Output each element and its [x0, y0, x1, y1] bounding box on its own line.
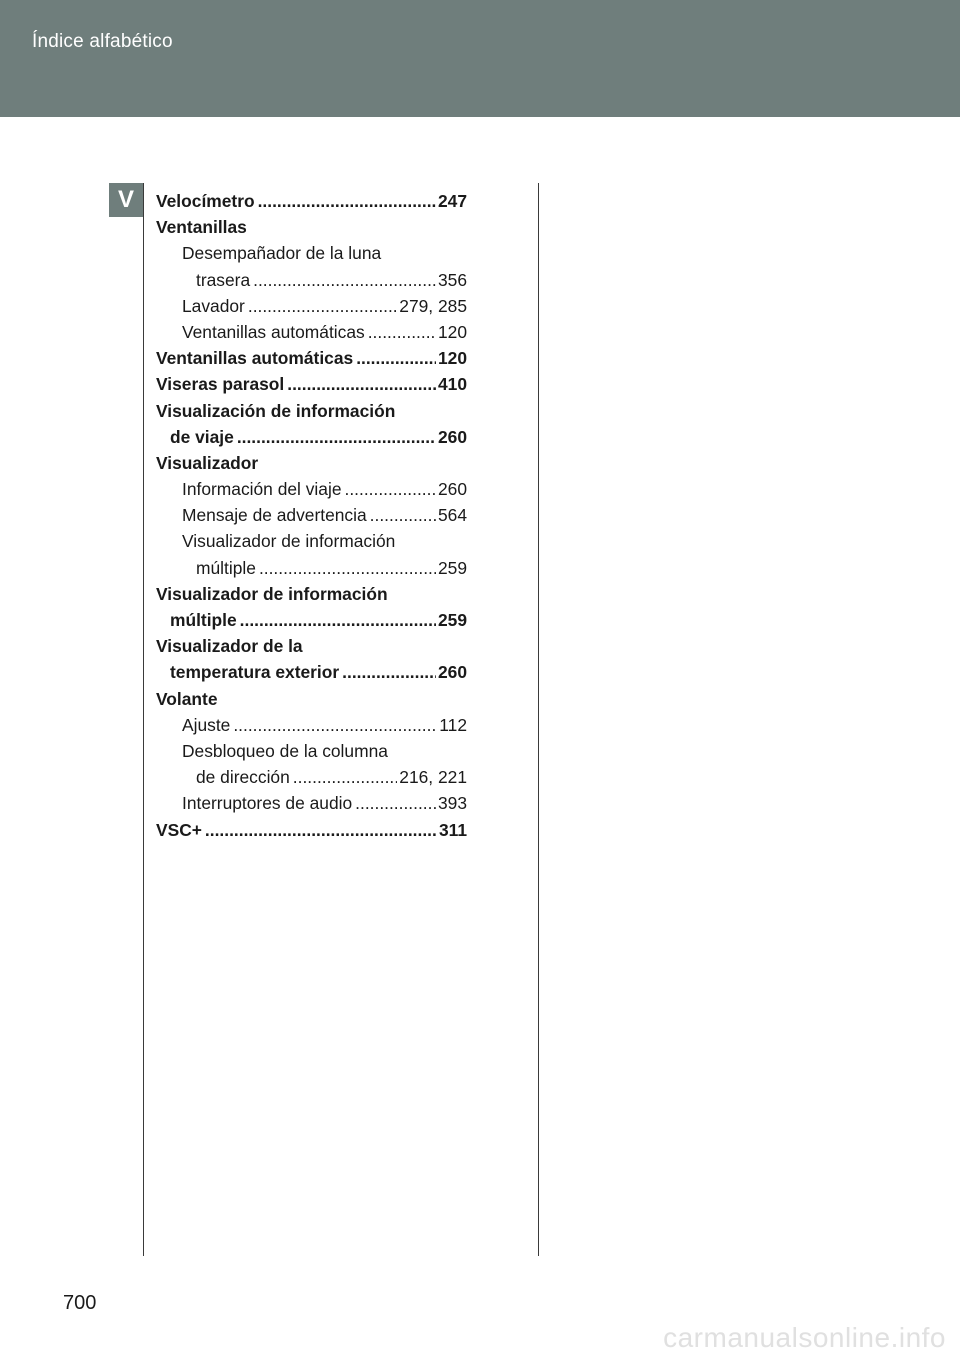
index-entry: VSC+ ..... 311 — [156, 817, 467, 843]
index-subentry: Mensaje de advertencia ..... 564 — [156, 502, 467, 528]
index-subentry: Interruptores de audio ..... 393 — [156, 790, 467, 816]
index-entry-continuation: temperatura exterior ..... 260 — [156, 659, 467, 685]
index-subentry: Ventanillas automáticas ..... 120 — [156, 319, 467, 345]
index-subentry: Desempañador de la luna — [182, 243, 382, 264]
index-entry: Visualizador de la — [156, 636, 303, 657]
index-entries — [156, 188, 467, 843]
index-subentry: múltiple ..... 259 — [156, 555, 467, 581]
index-entry: Visualizador — [156, 452, 259, 473]
index-entry-continuation: múltiple ..... 259 — [156, 607, 467, 633]
index-subentry: de dirección ..... 216, 221 — [156, 764, 467, 790]
section-letter-tab: V — [109, 183, 143, 217]
index-subentry: trasera ..... 356 — [156, 267, 467, 293]
column-rule-left — [143, 183, 144, 1256]
index-entry: Visualizador de información — [156, 583, 388, 604]
index-subentry: Visualizador de información — [182, 531, 396, 552]
page-title: Índice alfabético — [32, 31, 173, 52]
watermark: carmanualsonline.info — [663, 1322, 946, 1353]
header-band — [0, 0, 960, 117]
index-entry-continuation: de viaje ..... 260 — [156, 424, 467, 450]
index-entry: Ventanillas — [156, 217, 247, 238]
index-subentry: Información del viaje ..... 260 — [156, 476, 467, 502]
index-entry: Velocímetro ..... 247 — [156, 188, 467, 214]
index-subentry: Desbloqueo de la columna — [182, 740, 388, 761]
column-rule-right — [538, 183, 539, 1256]
index-subentry: Lavador ..... 279, 285 — [156, 293, 467, 319]
index-entry: Volante — [156, 688, 218, 709]
index-entry: Ventanillas automáticas ..... 120 — [156, 345, 467, 371]
page-number: 700 — [63, 1292, 97, 1314]
index-entry: Viseras parasol ..... 410 — [156, 371, 467, 397]
index-subentry: Ajuste ..... 112 — [156, 712, 467, 738]
index-entry: Visualización de información — [156, 400, 396, 421]
